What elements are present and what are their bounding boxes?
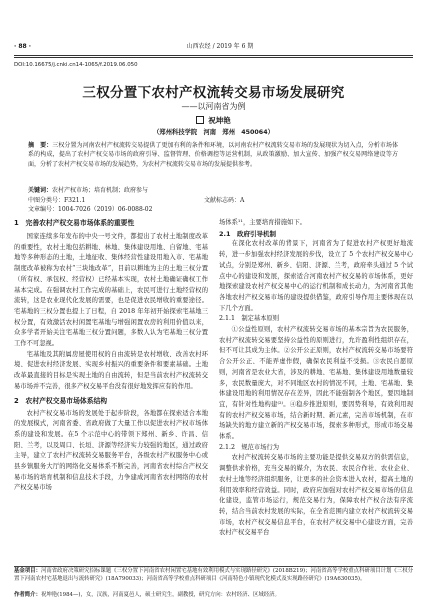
author-bio-label: 作者简介： [14, 592, 41, 598]
keywords-text: 农村产权市场；培育机制；政府参与 [52, 187, 149, 194]
paragraph: 场体系¹¹，主要培育措施如下。 [219, 219, 306, 226]
author-marker [196, 116, 204, 124]
section-2-1-1-heading: 2.1.1 制定基本原则 [219, 315, 280, 323]
footer-separator [14, 566, 413, 567]
section-2-1-2-heading: 2.1.2 规范市场行为 [219, 443, 280, 451]
right-column [219, 218, 413, 539]
document-code: 文献标志码：A [204, 197, 245, 204]
left-column [14, 218, 208, 494]
header-rule-thin [14, 57, 413, 58]
header-rule [14, 55, 413, 56]
author-bio [14, 592, 413, 600]
article-number: 文章编号：1004-7026（2019）06-0088-02 [28, 206, 153, 213]
clc-code: 中图分类号：F321.1 [28, 197, 86, 204]
author-line [14, 115, 413, 126]
keywords-label: 关键词： [28, 187, 53, 194]
paragraph: 宅基地及其附属房屋使用权的自由流转是农村增收、改善农村环境、促进农村经济发展、实现乡村振兴的重要条件和要素基础。土地改革最直接的目标是实现土地的自由流转，但是当前农村产权流转交易市场并不完善，很多产权交易平台没有很好地发挥应有的作用。 [14, 350, 208, 390]
paragraph: 农村产权交易市场的发展处于起步阶段，各地都在探索适合本地的发展模式，河南省委、省政府做了大量工作以促进农村产权市场体系的建设和发展。在5 个示范中心的带领下郑州、新乡、许昌、信阳、兰考，以及周口、长垣、济源等经济实力较强的地区，通过政府主导，建立了农村产权流转交易服务平台，各级农村产权服务中心或县乡镇服务大厅的网络化交易体系不断完善，河南省农村综合产权交易市场的培育机制和信息技术手段，力争建成河南省农村网络的农村产权交易市场 [14, 409, 208, 492]
paragraph: 在深化农村改革的背景下，河南省为了促进农村产权更好地流转，进一步加强农村经济发展的步伐，设立了 5 个农村产权交易中心试点，分别是郑州、新乡、信阳、济源、兰考，政府牵头通过 5 个试点中心的建设和发展，探索适合河南农村产权交易的市场体系，更好地探索建设农村产权交易中心的运行机制和成长动力，为河南省其他各地农村产权交易市场的建设提供借鉴，政府引导作用主要体现在以下几个方面。 [219, 240, 413, 312]
doi: DOI:10.16675/j.cnki.cn14-1065/f.2019.06.050 [14, 62, 138, 68]
classification-row [28, 196, 398, 205]
author-affiliation: （郑州科技学院 河南 郑州 450064） [153, 129, 274, 136]
author-name: 祝坤艳 [208, 116, 231, 125]
paragraph: 国家连续多年发布的中央一号文件，都提出了农村土地制度改革的重要性，农村土地包括耕地、林地、集体建设用地、自留地、宅基地等多种形态的土地，土地征收、集体经营性建设用地入市、宅基地制度改革被称为农村“三块地改革”，目前以耕地为主的土地三权分置（所有权、承包权、经营权）已经基本实现，农村土地确证确权工作基本完成。在强调农村工作完成的基础上，农民可进行土地经营权的流转，这是农业现代化发展的需要，也是促进农民增收的重要途径。宅基地的三权分置也提上了日程，自 2018 年年初开始探索宅基地三权分置，有效激活农村闲置宅基地与增强闲置农房的利用价值以来，众多学者开始关注宅基地三权分置问题，多数人认为宅基地三权分置工作不可忽视。 [14, 233, 208, 348]
article-title: 三权分置下农村产权流转交易市场发展研究 [82, 85, 345, 101]
abstract [28, 141, 398, 169]
page-number: · 88 · [14, 43, 32, 50]
abstract-text: 三权分置为河南农村产权流转交易提供了更加有利的条件和环境，以河南农村产权流转交易市场的发展现状为切入点，分析市场体系的构成，提出了农村产权交易市场的政府引导、监督管理、价格调控等运营机制，从政策激励、加大宣传、加强产权交易网络建设等方面，分析了农村产权交易市场的发展趋势，为农村产权流转交易市场的发展提供参考。 [28, 142, 398, 168]
author-bio-text: 祝坤艳(1984—)，女，汉族，河南夏邑人，硕士研究生，副教授，研究方向：农村经济、区域经济。 [40, 592, 280, 598]
section-1-heading: 1 完善农村产权交易市场体系的重要性 [14, 219, 135, 227]
funding-text: 河南省政府决策研究招标课题《三权分置下河南省农村闲置宅基地有效利用模式与实现路径研究》(2018B219)；河南省高等学校重点科研项目计划《三权分置下河南农村宅基地退出与流转研究》(18A790033)；河南省高等学校重点科研项目《河南特色小镇现代化模式及实现路径研究》(19A630035)。 [14, 568, 413, 582]
section-2-heading: 2 农村产权交易市场体系结构 [14, 396, 108, 405]
paragraph: ①公益性原则，农村产权流转交易市场的基本宗旨为农民服务，农村产权流转交易要坚持公益性的原则进行，允许盈利性组织存在，但不可让其成为主体。②公开公正原则，农村产权流转交易市场要符合公开公正、不能弄虚作假，确保农民利益不受损。③农民自愿原则，河南省是农业大省，涉及的耕地、宅基地、集体建设用地数量较多，农民数量庞大，对不同地区农村的情况不同，土地、宅基地、集体建设用地的利用情况存在差异，因此不能强制各个地区，要因地制宜，有针对性地构建⁽²⁾。④稳步推进原则，要因势利导，有效利用现有的农村产权交易市场，结合新时期、新元素，完善市场机制，在市场缺失的地方建立新的产权交易市场，探索多种形式，形成市场交易体系。 [219, 326, 413, 441]
funding-label: 基金项目： [14, 568, 41, 574]
article-subtitle: ——以河南省为例 [181, 102, 246, 111]
keywords [28, 186, 398, 195]
journal-name: 山西农经 / 2019 年 6 期 [186, 43, 254, 50]
section-2-1-heading: 2.1 政府引导机制 [219, 229, 277, 238]
abstract-label: 摘 要： [28, 142, 53, 149]
funding-note [14, 568, 413, 583]
paragraph: 农村产权流转交易市场的主要功能是提供交易双方的供需信息，调整供求价格，充当交易的媒介，为农民、农民合作社、农业企业、农村土地等经济组织服务，让更多的社会资本进入农村，提高土地的利用效率和经营效益。同时，政府应加强对农村产权交易市场的信息化建设，监管市场运行，规范交易行为，保障农村产权合法有序流转，结合当前农村发展的实际，在全省范围内建立农村产权流转交易市场，农村产权交易信息平台，在农村产权交易中心建设方面，完善农村产权交易平台 [219, 454, 413, 537]
